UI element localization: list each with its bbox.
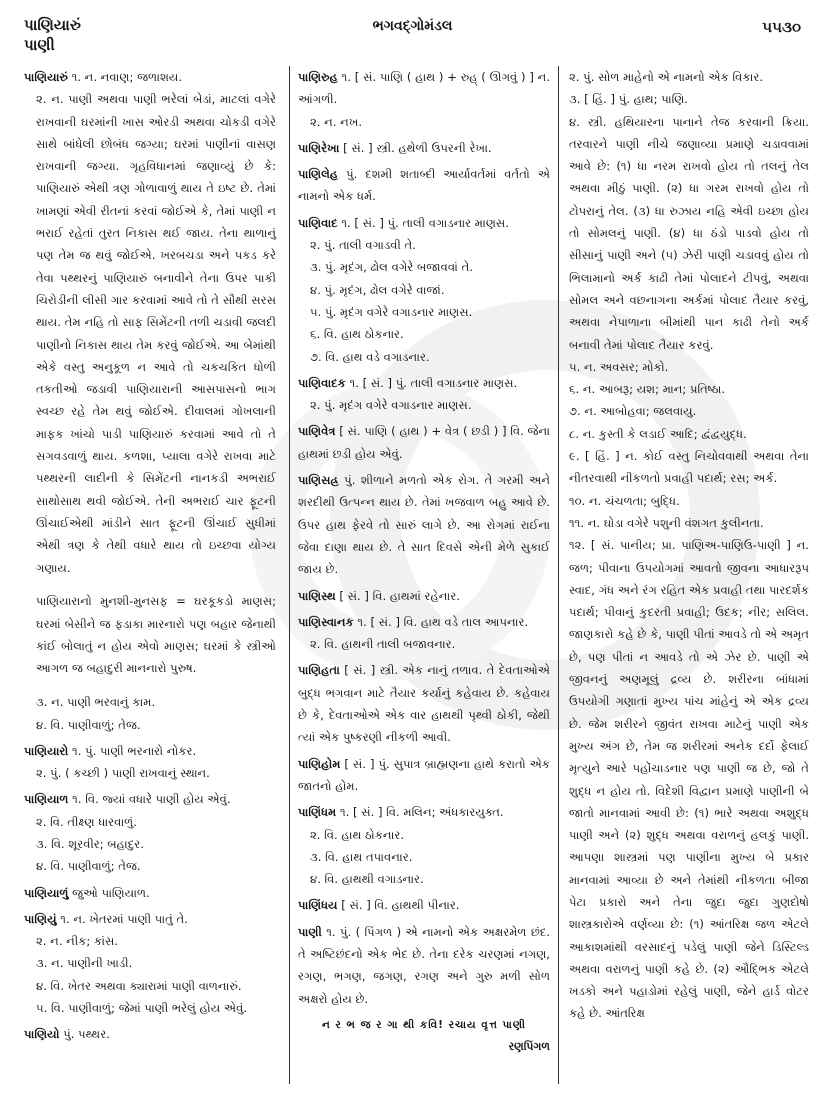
sense-text: ૧. [ સં. ] પું. તાલી વગાડનાર માણસ. (349, 375, 518, 390)
sense-text: ૧. [ સં. ] પું. તાલી વગાડનાર માણસ. (341, 215, 510, 230)
dictionary-entry (24, 1023, 276, 1045)
sense-continuation: ૫. ન. અવસર; મોકો. (569, 359, 669, 374)
sense-continuation: ૬. ન. આબરૂ; યશ; માન; પ્રતિષ્ઠા. (569, 382, 726, 397)
sense-text: [ સં. ] સ્ત્રી. એક નાનું તળાવ. તે દેવતાઓએ બુદ્ધ ભગવાન માટે તૈયાર કર્યાનું કહેવાય છે. કહેવાય છે કે, દેવતાઓએ એક વાર હાથથી પૃથ્વી ઠોકી, જેથી ત્યાં એક પુષ્કરણી નીકળી આવી. (298, 663, 551, 745)
sense-line: ૨. પું. તાલી વગાડવી તે. (310, 238, 416, 253)
sense-text: [ સં. પાણિ ( હાથ ) + વેત્ર ( છડી ) ] વિ. જેના હાથમાં છડી હોય એવું. (298, 424, 550, 461)
sense-continuation: ૩. [ હિં. ] પું. હાથ; પાણિ. (569, 92, 688, 107)
page-header (24, 16, 801, 60)
headword: પાણી (298, 924, 322, 939)
dictionary-entry (298, 469, 550, 580)
sense-line: ૪. વિ. હાથથી વગાડનાર. (310, 872, 424, 887)
sense-line: ૩. ન. પાણીની ખાડી. (36, 956, 133, 971)
sense-text: [ સં. ] વિ. હાથમાં રહેનાર. (339, 588, 460, 603)
entry-first-line (298, 420, 550, 465)
sense-line: ૨. ન. પાણી અથવા પાણી ભરેલાં બેડાં, માટલાં વગેરે રાખવાની ઘરમાંની ખાસ ઓરડી અથવા ચોકડી વગેરે સાથે બાંધેલી છોબંધ જગ્યા; ઘરમાં પાણીનાં વાસણ રાખવાની જગ્યા. ગૃહવિધાનમાં જણાવ્યું છે કે: પાણિયારું એથી ત્રણ ગોળાવાળું થાય તે ઇષ્ટ છે. તેમાં ખામણાં એવી રીતનાં કરવાં જોઈએ કે, તેમાં પાણી ન ભરાઈ રહેતાં તુરત નિકાસ થઈ જાય. તેના થાળાનું પણ તેમ જ થવું જોઈએ. ખરબચડા અને પકડ કરે તેવા પથ્થરનું પાણિયારું બનાવીને તેના ઉપર પાકી ચિરોડીની લીસી ગાર કરવામાં આવે તો તે સૌથી સરસ થાય. તેમ નહિ તો સાફ સિમેંટની તળી ચડાવી જલદી પાણીનો નિકાસ થાય તેમ કરવું જોઈએ. આ બેમાંથી એકે વસ્તુ અનુકૂળ ન આવે તો ચકચકિત ધોળી તકતીઓ જડાવી પાણિયારાની આસપાસનો ભાગ સ્વચ્છ રહે તેમ થવું જોઈએ. દીવાલમાં ગોખલાની માફક ખાંચો પાડી પાણિયારું કરવામાં આવે તો તે સગવડવાળું થાય. કળશા, પ્યાલા વગેરે રાખવા માટે પથ્થરની લાદીની કે સિમેંટની નાનકડી અભરાઈ સાથોસાથ થવી જોઈએ. તેની અભરાઈ ચાર ફૂટની ઊંચાઈએથી માંડીને સાત ફૂટની ઊંચાઈ સુધીમાં એથી ત્રણ કે તેથી વધારે થાય તો ઇચ્છવા યોગ્ય ગણાય. (36, 92, 276, 575)
dictionary-entry (24, 788, 276, 877)
first-headword: પાણિયારું (24, 16, 81, 34)
sense-line: ૨. વિ. હાથની તાલી બજાવનાર. (310, 637, 456, 652)
sense-line: ૪. પું. મૃદંગ, ઢોલ વગેરે વાજાં. (310, 282, 445, 297)
headword: પાણિયારું (24, 70, 68, 84)
sense-line: ૪. વિ. પાણીવાળું; તેજ. (36, 717, 141, 732)
dictionary-entry (298, 611, 550, 656)
sense-continuation: ૯. [ હિં. ] ન. કોઈ વસ્તુ નિચોવવાથી અથવા તેના નીતરવાથી નીકળતો પ્રવાહી પદાર્થ; રસ; અર્ક. (569, 449, 809, 486)
sense-text: ૧. [ સં. ] વિ. હાથ વડે તાલ આપનાર. (357, 614, 529, 629)
sense-line: ૭. વિ. હાથ વડે વગાડનાર. (310, 349, 430, 364)
headword: પાણિવેત્ર (298, 424, 336, 439)
sense-line: ૩. પું. મૃદંગ, ઢોલ વગેરે બજાવવાં તે. (310, 260, 473, 275)
headword: પાણિસ્વાનક (298, 614, 354, 629)
sense-text: જુઓ પાણિયાળ. (72, 885, 150, 900)
verse-source: રણપિંગળ (508, 1040, 550, 1054)
dictionary-entry (24, 908, 276, 1019)
dictionary-columns (24, 66, 809, 1096)
entry-first-line (298, 66, 550, 111)
headword: પાણિસહ્ર (298, 473, 339, 488)
sense-continuation: ૨. પું. સોળ માહેનો એ નામનો એક વિકાર. (569, 70, 764, 84)
dictionary-entry (298, 66, 550, 133)
sense-line: ૫. વિ. પાણીવાળું; જેમાં પાણી ભરેલું હોય એવું. (36, 1001, 248, 1016)
entry-first-line (24, 788, 276, 810)
headword: પાણિયારો (24, 743, 69, 758)
entry-first-line (298, 212, 550, 234)
dictionary-entry (24, 66, 276, 736)
entry-first-line (298, 137, 550, 159)
sense-text: ૧. ન. ખેતરમાં પાણી પાતું તે. (60, 911, 188, 926)
entry-first-line (298, 659, 550, 748)
sense-text: ૧. પું. ( પિંગળ ) એ નામનો એક અક્ષરમેળ છંદ. તે અષ્ટિછંદનો એક ભેદ છે. તેના દરેક ચરણમાં નગણ, રગણ, ભગણ, જગણ, રગણ અને ગુરુ મળી સોળ અક્ષરો હોય છે. (298, 924, 551, 1006)
entry-first-line (298, 801, 550, 823)
sense-line: ૨. વિ. હાથ ઠોકનાર. (310, 827, 405, 842)
entry-first-line (24, 740, 276, 762)
sense-line: ૨. પું. મૃદંગ વગેરે વગાડનાર માણસ. (310, 398, 472, 413)
column-1 (24, 66, 276, 1050)
dictionary-entry (298, 137, 550, 159)
sense-text: [ સં. ] પું. સુપાત્ર બ્રાહ્મણના હાથે કરાતો એક જાતનો હોમ. (298, 756, 550, 793)
entry-first-line (24, 66, 276, 88)
sense-line: ૩. ન. પાણી ભરવાનું કામ. (36, 695, 156, 710)
dictionary-entry (298, 163, 550, 208)
sense-continuation: ૮. ન. કુસ્તી કે લડાઈ આદિ; દ્વંદ્વયુદ્ધ. (569, 426, 747, 441)
sense-line: ૪. વિ. ખેતર અથવા ક્યારામાં પાણી વાળનારું. (36, 978, 242, 993)
page-number: ૫૫૩૦ (762, 18, 801, 36)
dictionary-entry (298, 420, 550, 465)
headword: પાણિયાળ (24, 792, 69, 807)
last-headword: પાણી (24, 36, 55, 54)
headword: પાણિયાળું (24, 885, 69, 900)
headword: પાણિવાદક (298, 375, 346, 390)
entry-first-line (298, 163, 550, 208)
entry-first-line (24, 882, 276, 904)
sense-text: ૧. [ સં. પાણિ ( હાથ ) + રુહ્ ( ઊગવું ) ] ન. આંગળી. (298, 70, 551, 107)
dictionary-entry (298, 372, 550, 417)
sense-text: ૧. વિ. જ્યાં વધારે પાણી હોય એવું. (72, 792, 231, 807)
sense-text: પું. પથ્થર. (63, 1027, 110, 1042)
sense-continuation: ૭. ન. આબોહવા; જલવાયુ. (569, 404, 697, 419)
sense-text: પું. શીળાને મળતો એક રોગ. તે ગરમી અને શરદીથી ઉત્પન્ન થાય છે. તેમાં ખજવાળ બહુ આવે છે. ઉપર હાથ ફેરવે તો સારું લાગે છે. આ રોગમાં રાઈના જેવા દાણા થાય છે. તે સાત દિવસે એની મેળે સુકાઈ જાય છે. (298, 473, 550, 577)
dictionary-entry (298, 212, 550, 368)
sense-line: ૨. પું. ( કચ્છી ) પાણી રાખવાનું સ્થાન. (36, 766, 210, 781)
sense-text: ૧. પું. પાણી ભરનારો નોકર. (72, 743, 197, 758)
headword: પાણિલેહ (298, 167, 339, 182)
dictionary-entry (298, 585, 550, 607)
sense-continuation: ૧૨. [ સં. પાનીય; પ્રા. પાણિઅ-પાણિઉ-પાણી ] ન. જળ; પીવાના ઉપયોગમાં આવતો જીવના આધારરૂપ સ્વાદ, ગંધ અને રંગ રહિત એક પ્રવાહી તથા પારદર્શક પદાર્થ; પીવાનું કુદરતી પ્રવાહી; ઉદક; નીર; સલિલ. જાણકારો કહે છે કે, પાણી પીતાં આવડે તો એ અમૃત છે, પણ પીતાં ન આવડે તો એ ઝેર છે. પાણી એ જીવનનું અણમૂલું દ્રવ્ય છે. શરીરના બાંધામાં ઉપયોગી ગણાતાં મુખ્ય પાંચ માંહેનું એ એક દ્રવ્ય છે. જેમ શરીરને જીવંત રાખવા માટેનું પાણી એક મુખ્ય અંગ છે, તેમ જ શરીરમાં અનેક દર્દો ફેલાઈ મૃત્યુને આરે પહોંચાડનાર પણ પાણી જ છે, જો તે શુદ્ધ ન હોય તો. વિદેશી વિદ્વાન પ્રમાણે પાણીની બે જાતો માનવામાં આવી છે: (૧) ભારે અથવા અશુદ્ધ પાણી અને (૨) શુદ્ધ અથવા વરાળનું હલકું પાણી. આપણા શાસ્ત્રમાં પણ પાણીના મુખ્ય બે પ્રકાર માનવામાં આવ્યા છે અને તેમાંથી નીકળતા બીજા પેટા પ્રકારો અને તેના જુદા જુદા ગુણદોષો શાસ્ત્રકારોએ વર્ણવ્યા છે: (૧) આંતરિક્ષ જળ એટલે આકાશમાંથી વરસાદનું પડેલું પાણી જેને ડિસ્ટિલ્ડ અથવા વરાળનું પાણી કહે છે. (૨) ઔદ્ભિક એટલે ખડકો અને પહાડોમાં રહેલું પાણી, જેને હાર્ડ વોટર કહે છે. આંતરિક્ષ (569, 538, 809, 1021)
entry-first-line (298, 921, 550, 1010)
sense-line: ૬. વિ. હાથ ઠોકનાર. (310, 327, 404, 342)
column-2 (289, 66, 559, 1084)
dictionary-entry (24, 740, 276, 785)
dictionary-entry (24, 882, 276, 904)
headword: પાણિરુહ (298, 70, 338, 84)
sense-continuation: ૧૦. ન. ચંચળતા; બુદ્ધિ. (569, 493, 680, 508)
sense-text: પું. દશમી શતાબ્દી આર્યાવર્તમાં વર્તતો એ નામનો એક ધર્મ. (298, 167, 550, 204)
idiom-subentry: પાણિયારાનો મુનશી-મુનસફ = ઘરકૂકડો માણસ; ઘરમાં બેસીને જ ફડાકા મારનારો પણ બહાર જેનાથી કાંઈ બોલાતું ન હોય એવો માણસ; ઘરમાં કે સ્ત્રીઓ આગળ જ બહાદુરી માનનારો પુરુષ. (36, 594, 276, 676)
dictionary-entry (298, 921, 550, 1010)
headword: પાણિસ્થ (298, 588, 336, 603)
entry-first-line (298, 585, 550, 607)
column-3 (569, 66, 809, 1025)
dictionary-entry (298, 801, 550, 890)
sense-line: ૨. વિ. તીક્ષ્ણ ધારવાળું. (36, 814, 137, 829)
headword: પાણિરેખા (298, 140, 340, 155)
entry-first-line (298, 894, 550, 916)
sense-continuation: ૪. સ્ત્રી. હથિયારના પાનાને તેજ કરવાની ક્રિયા. તરવારને પાણી નીચે જણાવ્યા પ્રમાણે ચડાવવામાં આવે છે: (૧) ધા નરમ રાખવો હોય તો તલનું તેલ અથવા મીઠું પાણી. (૨) ધા ગરમ રાખવો હોય તો ટોપરાનું તેલ. (૩) ધા રુઝાય નહિ એવી ઇચ્છા હોય તો સોમલનું પાણી. (૪) ધા ઠંડો પાડવો હોય તો સીસાનું પાણી અને (૫) ઝેરી પાણી ચડાવવું હોય તો ભિલામાનો અર્ક કાઢી તેમાં પોલાદને ટીપવું, અથવા સોમલ અને વછનાગના અર્કમાં પોલાદ તૈયાર કરવું, અથવા નેપાળાના બીમાંથી પાન કાઢી તેનો અર્ક બનાવી તેમાં પોલાદ તૈયાર કરવું. (569, 114, 809, 352)
verse-quote: ન ર ભ જ ર ગા થી કવિ! રચાય વૃત્ત પાણી (321, 1018, 527, 1031)
sense-text: ૧. [ સં. ] વિ. મલિન; અંધકારયુક્ત. (339, 805, 504, 820)
entry-first-line (298, 753, 550, 798)
sense-line: ૨. ન. નખ. (310, 114, 363, 129)
sense-line: ૪. વિ. પાણીવાળું; તેજ. (36, 859, 141, 874)
headword: પાણિવાદ (298, 215, 338, 230)
sense-line: ૫. પું. મૃદંગ વગેરે વગાડનાર માણસ. (310, 304, 473, 319)
headword: પાણિંધય (298, 898, 338, 913)
entry-first-line (24, 1023, 276, 1045)
sense-line: ૩. વિ. શૂરવીર; બહાદુર. (36, 836, 144, 851)
headword: પાણિયું (24, 911, 57, 926)
headword: પાણિહોમ (298, 756, 341, 771)
sense-text: [ સં. ] સ્ત્રી. હથેળી ઉપરની રેખા. (343, 140, 492, 155)
sense-continuation: ૧૧. ન. ઘોડા વગેરે પશુની વંશગત કુલીનતા. (569, 515, 764, 530)
headword: પાણિહતા (298, 663, 340, 678)
sense-text: ૧. ન. નવાણ; જળાશય. (71, 70, 183, 84)
headword: પાણિયો (24, 1027, 60, 1042)
entry-first-line (24, 908, 276, 930)
sense-line: ૨. ન. નીક; કાંસ. (36, 934, 119, 949)
book-title: ભગવદ્ગોમંડલ (372, 18, 453, 34)
headword: પાણિંધમ (298, 805, 337, 820)
entry-first-line (298, 372, 550, 394)
entry-first-line (298, 611, 550, 633)
dictionary-entry (298, 753, 550, 798)
dictionary-entry (298, 659, 550, 748)
sense-line: ૩. વિ. હાથ તપાવનાર. (310, 849, 413, 864)
entry-first-line (298, 469, 550, 580)
dictionary-entry (298, 894, 550, 916)
sense-text: [ સં. ] વિ. હાથથી પીનાર. (341, 898, 460, 913)
